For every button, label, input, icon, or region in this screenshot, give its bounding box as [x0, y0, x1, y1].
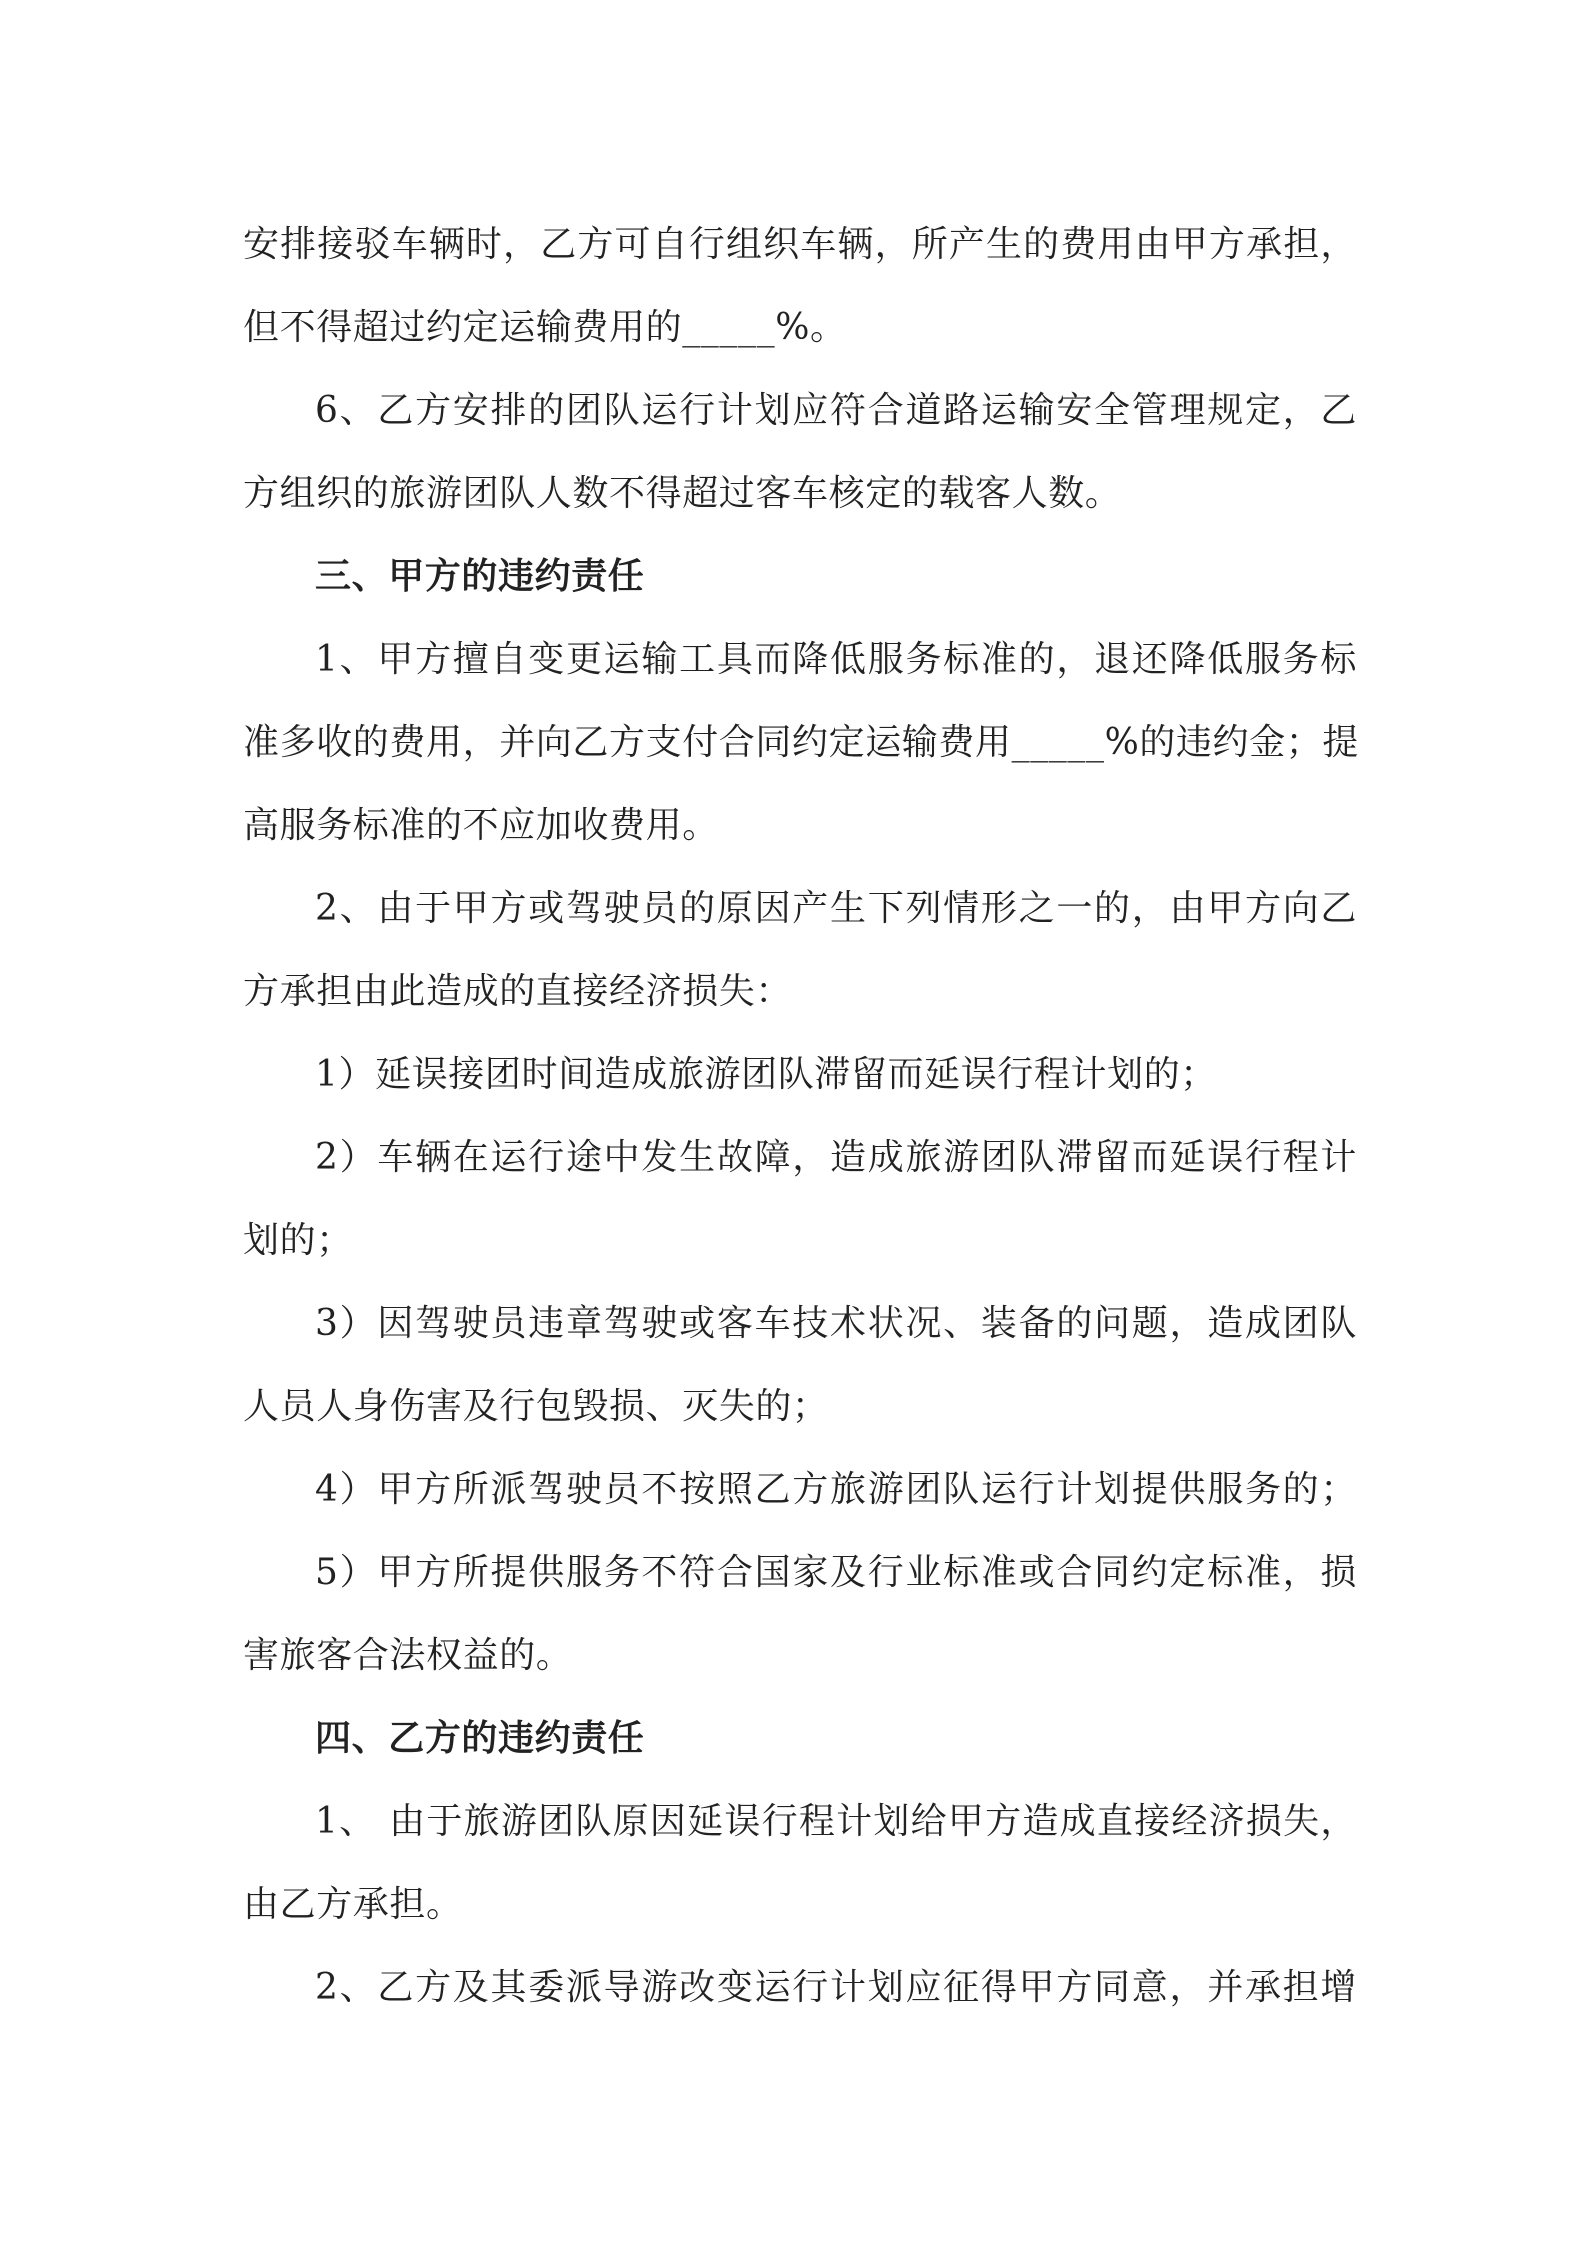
text-line: 2、乙方及其委派导游改变运行计划应征得甲方同意，并承担增	[315, 1967, 1357, 2008]
text-line: 4）甲方所派驾驶员不按照乙方旅游团队运行计划提供服务的；	[315, 1469, 1357, 1510]
section-heading: 三、甲方的违约责任	[315, 555, 645, 597]
text-line: 方组织的旅游团队人数不得超过客车核定的载客人数。	[243, 473, 1122, 514]
text-line: 安排接驳车辆时，乙方可自行组织车辆，所产生的费用由甲方承担，	[243, 224, 1357, 265]
text-line: 5）甲方所提供服务不符合国家及行业标准或合同约定标准，损	[315, 1552, 1357, 1593]
section-heading: 四、乙方的违约责任	[315, 1717, 645, 1759]
text-line: 2）车辆在运行途中发生故障，造成旅游团队滞留而延误行程计	[315, 1137, 1357, 1178]
text-line: 由乙方承担。	[243, 1884, 463, 1925]
text-line: 6、乙方安排的团队运行计划应符合道路运输安全管理规定，乙	[315, 390, 1357, 431]
text-line: 人员人身伤害及行包毁损、灭失的；	[243, 1386, 829, 1427]
text-line: 害旅客合法权益的。	[243, 1635, 573, 1676]
text-line: 3）因驾驶员违章驾驶或客车技术状况、装备的问题，造成团队	[315, 1303, 1357, 1344]
text-line: 方承担由此造成的直接经济损失：	[243, 971, 793, 1012]
text-line: 高服务标准的不应加收费用。	[243, 805, 719, 846]
text-line: 1）延误接团时间造成旅游团队滞留而延误行程计划的；	[315, 1054, 1217, 1095]
text-line: 准多收的费用，并向乙方支付合同约定运输费用_____%的违约金；提	[243, 722, 1360, 763]
text-line: 2、由于甲方或驾驶员的原因产生下列情形之一的，由甲方向乙	[315, 888, 1357, 929]
text-line: 但不得超过约定运输费用的_____%。	[243, 307, 847, 348]
text-line: 1、甲方擅自变更运输工具而降低服务标准的，退还降低服务标	[315, 639, 1357, 680]
text-line: 1、 由于旅游团队原因延误行程计划给甲方造成直接经济损失，	[315, 1801, 1357, 1842]
document-body	[243, 203, 1360, 2029]
text-line: 划的；	[243, 1220, 353, 1261]
